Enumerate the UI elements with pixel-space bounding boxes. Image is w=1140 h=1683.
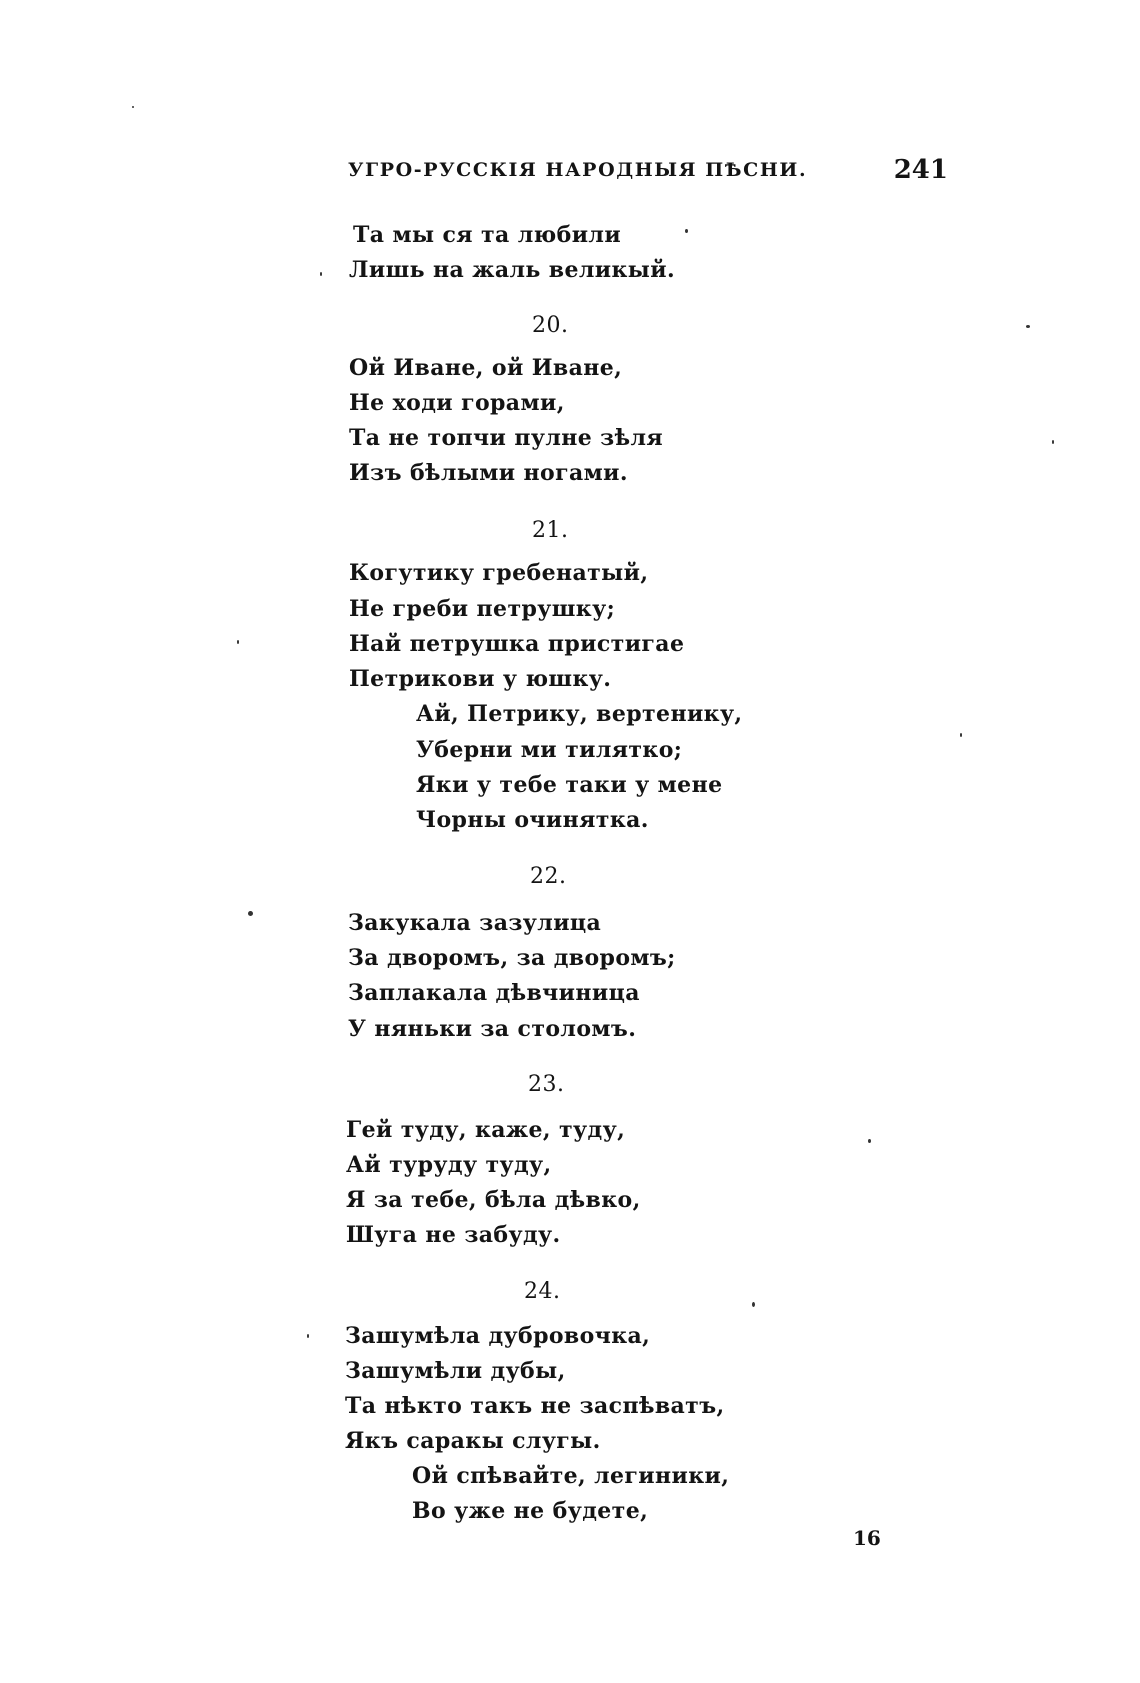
verse-line-indented: Во уже не будете, — [412, 1498, 649, 1524]
verse-line: Закукала зазулица — [348, 910, 602, 936]
scan-speck — [1052, 440, 1054, 444]
scan-speck — [752, 1302, 755, 1307]
verse-line-indented: Ай, Петрику, вертенику, — [416, 701, 743, 727]
verse-line: Та мы ся та любили — [353, 222, 622, 248]
verse-line: Якъ саракы слугы. — [345, 1428, 601, 1454]
verse-line: Ой Иване, ой Иване, — [349, 355, 623, 381]
scan-speck — [237, 640, 239, 644]
verse-line: За дворомъ, за дворомъ; — [348, 945, 676, 971]
verse-line-indented: Яки у тебе таки у мене — [416, 772, 723, 798]
verse-line: Изъ бѣлыми ногами. — [349, 460, 628, 486]
verse-line: Та нѣкто такъ не заспѣватъ, — [345, 1393, 725, 1419]
scan-speck — [685, 229, 688, 233]
verse-line: Най петрушка пристигае — [349, 631, 685, 657]
verse-line: У няньки за столомъ. — [348, 1016, 637, 1042]
page-number: 241 — [893, 155, 948, 185]
song-number: 24. — [524, 1279, 561, 1304]
verse-line: Гей туду, каже, туду, — [346, 1117, 626, 1143]
verse-line: Не ходи горами, — [349, 390, 565, 416]
scan-speck — [307, 1334, 309, 1338]
verse-line-indented: Уберни ми тилятко; — [416, 737, 683, 763]
verse-line-indented: Ой спѣвайте, легиники, — [412, 1463, 730, 1489]
verse-line: Не греби петрушку; — [349, 596, 616, 622]
verse-line: Когутику гребенатый, — [349, 560, 649, 586]
verse-line-indented: Чорны очинятка. — [416, 807, 649, 833]
verse-line: Я за тебе, бѣла дѣвко, — [346, 1187, 641, 1213]
song-number: 20. — [532, 313, 569, 338]
verse-line: Зашумѣли дубы, — [345, 1358, 566, 1384]
signature-mark: 16 — [853, 1526, 881, 1550]
verse-line: Та не топчи пулне зѣля — [349, 425, 664, 451]
verse-line: Ай туруду туду, — [346, 1152, 552, 1178]
verse-line: Зашумѣла дубровочка, — [345, 1323, 651, 1349]
song-number: 21. — [532, 518, 569, 543]
verse-line: Шуга не забуду. — [346, 1222, 561, 1248]
scan-speck — [320, 272, 322, 276]
song-number: 22. — [530, 864, 567, 889]
scan-speck — [868, 1139, 871, 1143]
running-title: УГРО-РУССКІЯ НАРОДНЫЯ ПѢСНИ. — [348, 159, 808, 181]
scan-speck — [960, 733, 962, 737]
page-header — [348, 155, 948, 189]
scan-speck — [1026, 325, 1030, 328]
verse-line: Петрикови у юшку. — [349, 666, 612, 692]
scan-speck — [248, 911, 253, 916]
song-number: 23. — [528, 1072, 565, 1097]
verse-line: Заплакала дѣвчиница — [348, 980, 640, 1006]
scan-speck — [132, 106, 134, 108]
verse-line: Лишь на жаль великый. — [349, 257, 676, 283]
